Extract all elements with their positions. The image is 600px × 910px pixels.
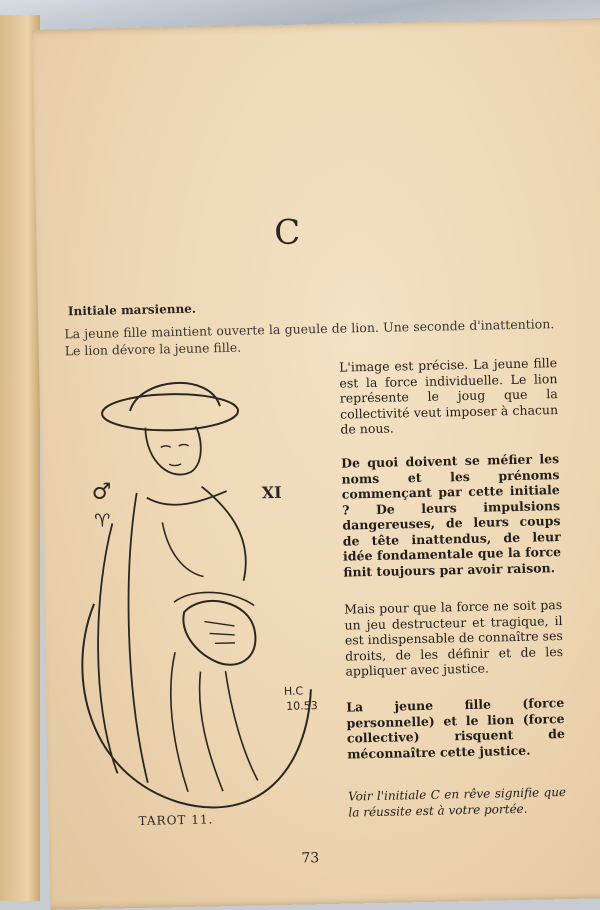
- intro-paragraph: La jeune fille maintient ouverte la gueule de lion. Une seconde d'inattention. Le lion dévore la jeune fille.: [64, 316, 555, 359]
- tarot-illustration: [49, 369, 328, 815]
- face-outline: [145, 427, 201, 476]
- face-features: [161, 444, 189, 466]
- frame-arc: [81, 599, 313, 810]
- page-number: 73: [301, 850, 320, 867]
- lion-mouth: [204, 621, 234, 644]
- mars-symbol: ♂: [91, 479, 112, 505]
- illustration-caption: TAROT 11.: [138, 812, 214, 828]
- artist-date: 10.53: [286, 699, 318, 713]
- paragraph-3: Mais pour que la force ne soit pas un jeu destructeur et tragique, il est indispensable de connaître ses droits, de les définir et de les appliquer avec justice.: [344, 597, 564, 679]
- chapter-initial: C: [273, 212, 301, 253]
- artist-signature: H.C: [283, 684, 304, 698]
- aries-symbol: ♈: [94, 510, 111, 532]
- paragraph-5: Voir l'initiale C en rêve signifie que la réussite est à votre portée.: [347, 784, 567, 820]
- book-page: [32, 18, 600, 910]
- hat-brim: [102, 393, 239, 432]
- lion-mane: [170, 650, 258, 792]
- roman-numeral: XI: [261, 482, 282, 503]
- paragraph-1: L'image est précise. La jeune fille est la force individuelle. Le lion représente le joug que la collectivité veut imposer à chacun de nous.: [338, 355, 559, 437]
- lion-head: [183, 600, 256, 666]
- paragraph-4: La jeune fille (force personnelle) et le lion (force collective) risquent de méconnaître cette justice.: [346, 695, 566, 762]
- paragraph-2: De quoi doivent se méfier les noms et les prénoms commençant par cette initiale ? De leurs impulsions dangereuses, de leurs coups de tête inattendus, de leur idée fondamentale que la force finit toujours par avoir raison.: [340, 451, 562, 580]
- chapter-subtitle: Initiale marsienne.: [67, 301, 197, 319]
